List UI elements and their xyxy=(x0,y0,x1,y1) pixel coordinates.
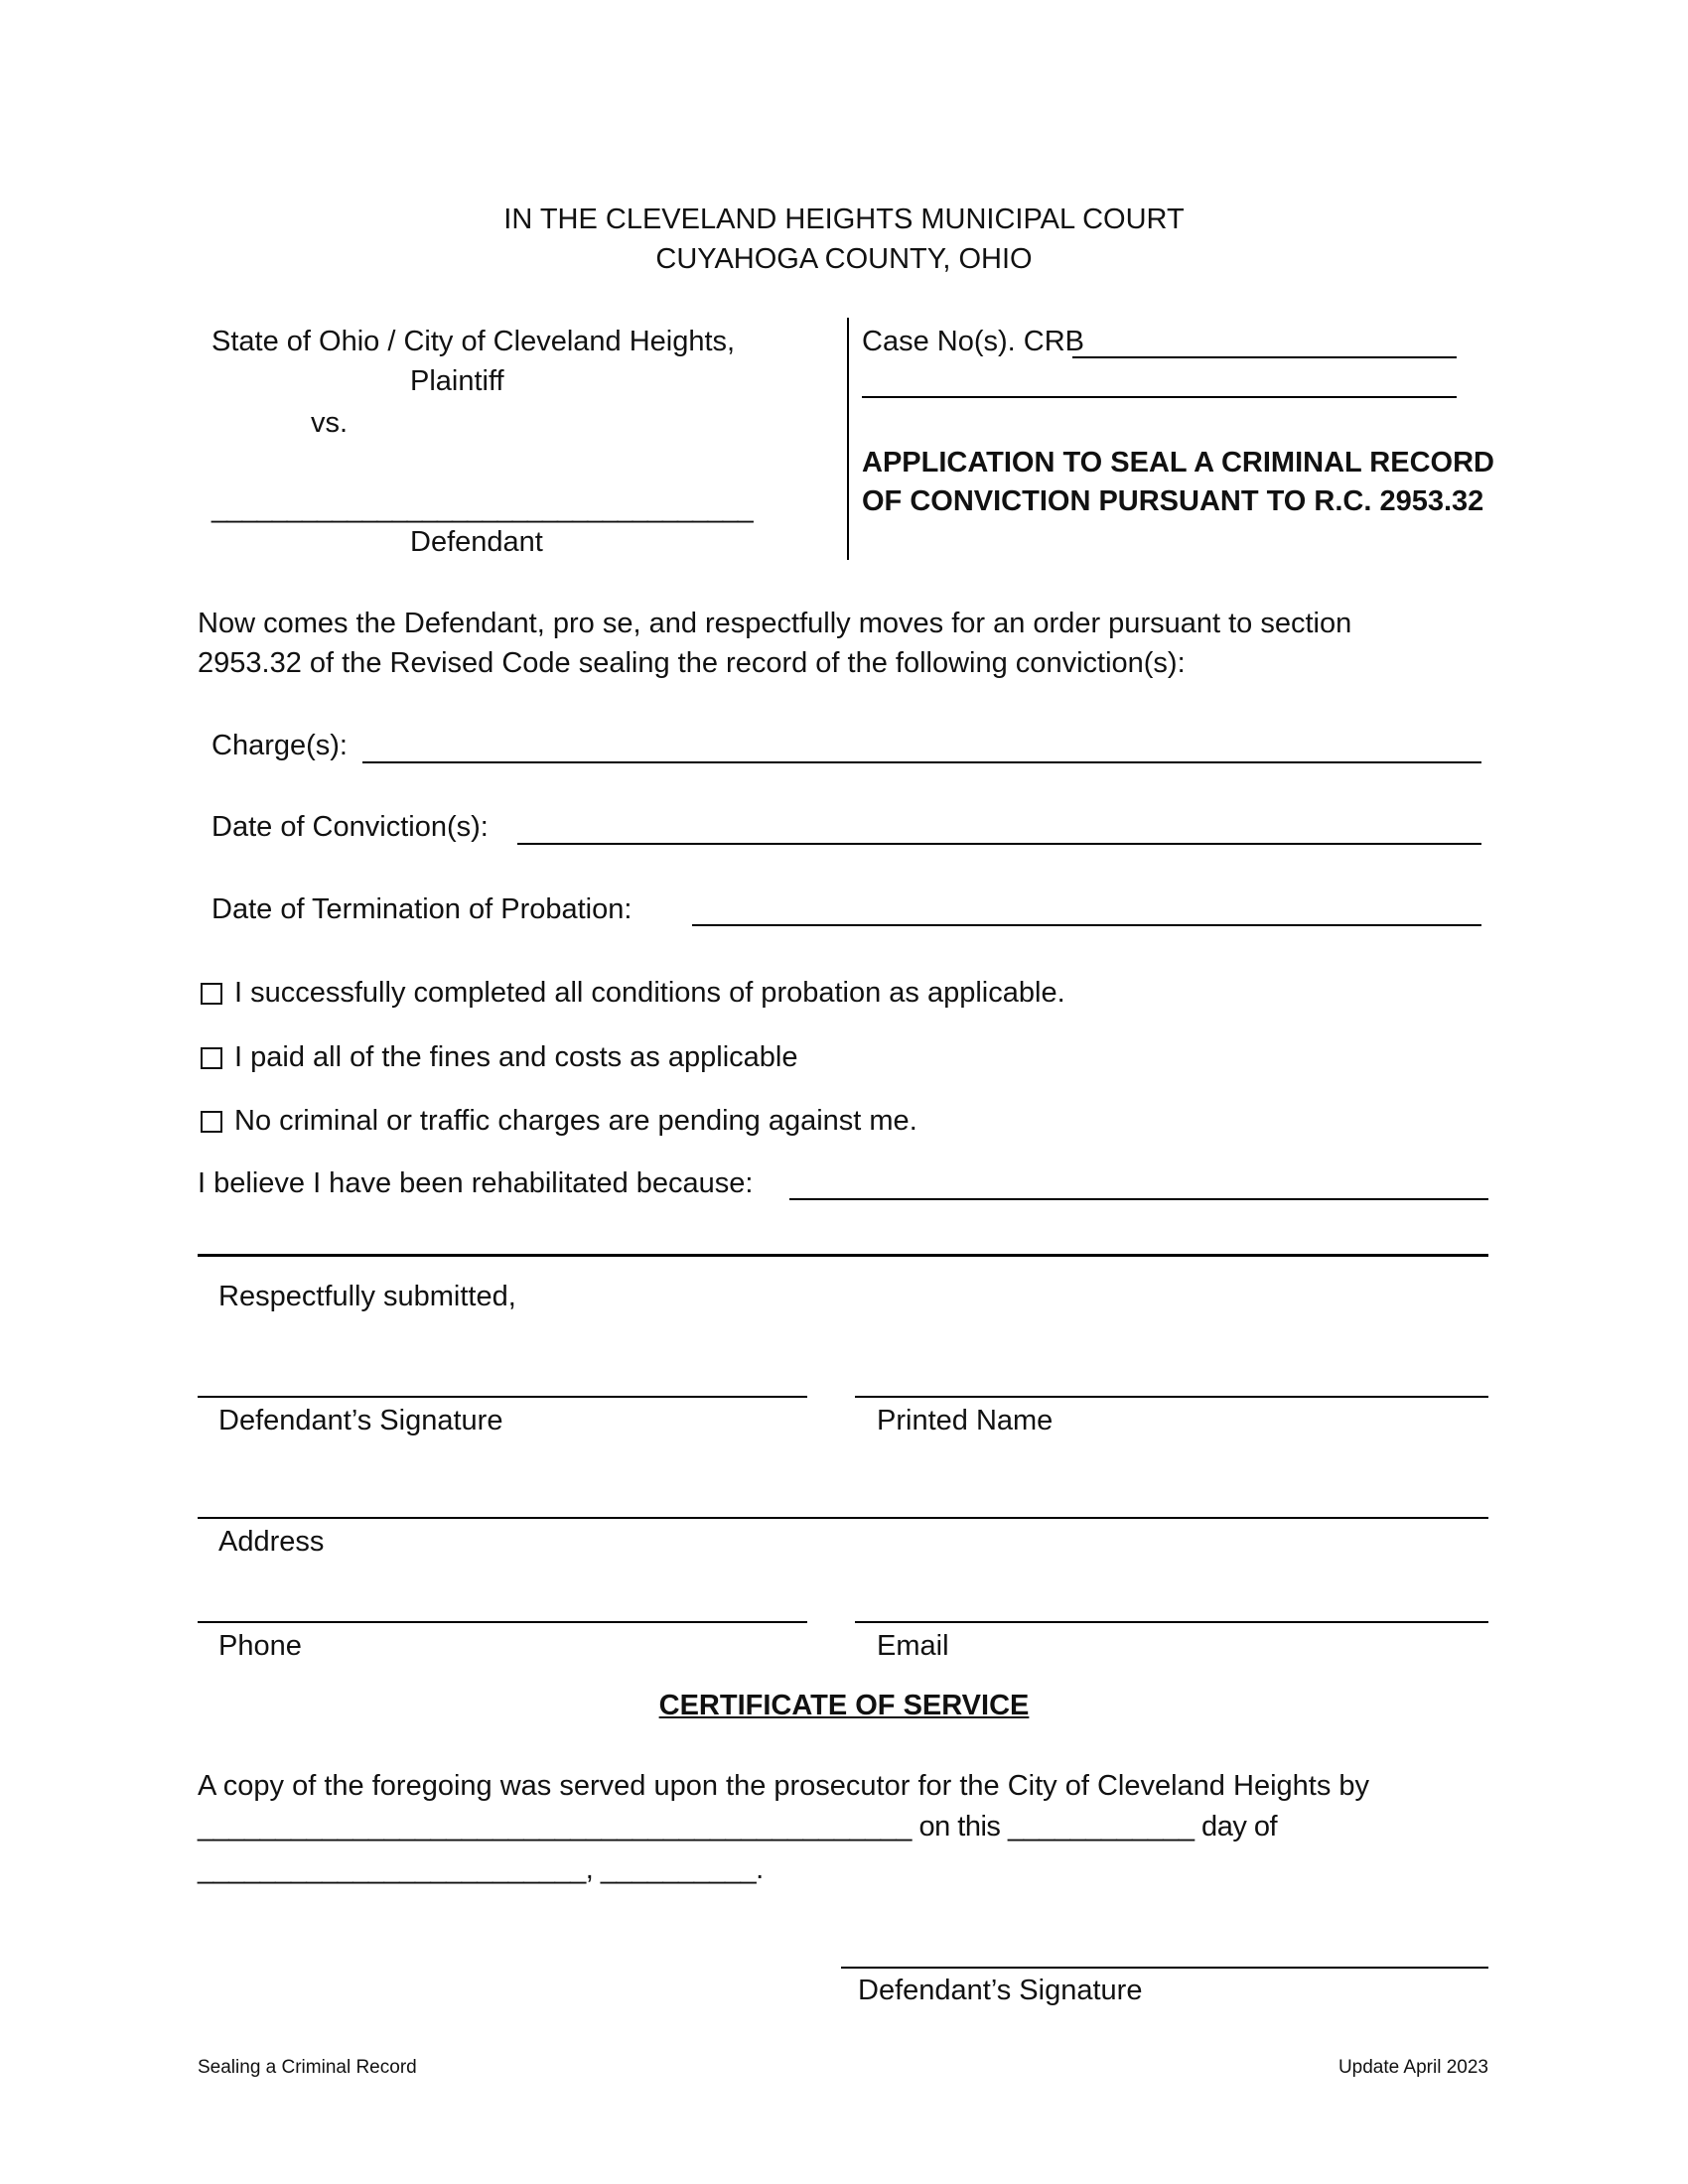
checkbox-icon[interactable] xyxy=(201,983,222,1005)
certificate-line1: A copy of the foregoing was served upon the prosecutor for the City of Cleveland Heights by xyxy=(198,1770,1370,1802)
checkbox-item-fines[interactable] xyxy=(201,1039,797,1075)
charges-field[interactable] xyxy=(362,761,1481,763)
date-termination-probation-label: Date of Termination of Probation: xyxy=(211,893,633,925)
address-label: Address xyxy=(218,1526,325,1558)
checkbox-item-pending[interactable] xyxy=(201,1103,917,1139)
defendant-signature-field[interactable] xyxy=(198,1396,807,1398)
checkbox-label: No criminal or traffic charges are pending against me. xyxy=(234,1105,917,1137)
phone-field[interactable] xyxy=(198,1621,807,1623)
defendant-label: Defendant xyxy=(410,526,543,558)
document-title-line2: OF CONVICTION PURSUANT TO R.C. 2953.32 xyxy=(862,485,1484,517)
charges-label: Charge(s): xyxy=(211,730,348,761)
certificate-signature-field[interactable] xyxy=(841,1967,1488,1969)
checkbox-label: I paid all of the fines and costs as applicable xyxy=(234,1041,798,1073)
defendant-signature-label: Defendant’s Signature xyxy=(218,1405,503,1436)
case-number-field-2[interactable] xyxy=(862,396,1457,398)
certificate-line2[interactable]: ______________________________________________ on this ____________ day of xyxy=(198,1811,1278,1843)
phone-label: Phone xyxy=(218,1630,302,1662)
rehabilitated-field[interactable] xyxy=(789,1198,1488,1200)
case-number-label: Case No(s). CRB xyxy=(862,326,1084,357)
address-field[interactable] xyxy=(198,1517,1488,1519)
plaintiff-label: Plaintiff xyxy=(410,365,504,397)
footer-left: Sealing a Criminal Record xyxy=(198,2057,417,2078)
printed-name-label: Printed Name xyxy=(877,1405,1054,1436)
document-title-line1: APPLICATION TO SEAL A CRIMINAL RECORD xyxy=(862,447,1494,478)
vs-label: vs. xyxy=(311,407,349,439)
checkbox-label: I successfully completed all conditions of probation as applicable. xyxy=(234,977,1065,1009)
case-number-field[interactable] xyxy=(1072,356,1457,358)
date-termination-probation-field[interactable] xyxy=(692,924,1481,926)
intro-line2: 2953.32 of the Revised Code sealing the record of the following conviction(s): xyxy=(198,647,1186,679)
caption-divider xyxy=(847,318,849,560)
date-of-conviction-label: Date of Conviction(s): xyxy=(211,811,489,843)
email-field[interactable] xyxy=(855,1621,1488,1623)
rehabilitated-field-2[interactable] xyxy=(198,1254,1488,1257)
defendant-name-blank[interactable]: ____________________________________ xyxy=(211,492,753,524)
checkbox-item-probation[interactable] xyxy=(201,975,1065,1011)
intro-line1: Now comes the Defendant, pro se, and respectfully moves for an order pursuant to section xyxy=(198,608,1352,639)
checkbox-icon[interactable] xyxy=(201,1047,222,1069)
certificate-line3[interactable]: _________________________, __________. xyxy=(198,1853,764,1885)
respectfully-submitted: Respectfully submitted, xyxy=(218,1281,516,1312)
printed-name-field[interactable] xyxy=(855,1396,1488,1398)
footer-right: Update April 2023 xyxy=(1337,2057,1488,2078)
certificate-signature-label: Defendant’s Signature xyxy=(858,1975,1143,2006)
plaintiff-name: State of Ohio / City of Cleveland Heights, xyxy=(211,326,736,357)
rehabilitated-label: I believe I have been rehabilitated because: xyxy=(198,1167,754,1199)
court-name: IN THE CLEVELAND HEIGHTS MUNICIPAL COURT xyxy=(503,204,1185,235)
county-name: CUYAHOGA COUNTY, OHIO xyxy=(655,243,1033,275)
checkbox-icon[interactable] xyxy=(201,1111,222,1133)
email-label: Email xyxy=(877,1630,949,1662)
certificate-heading: CERTIFICATE OF SERVICE xyxy=(658,1690,1030,1721)
date-of-conviction-field[interactable] xyxy=(517,843,1481,845)
